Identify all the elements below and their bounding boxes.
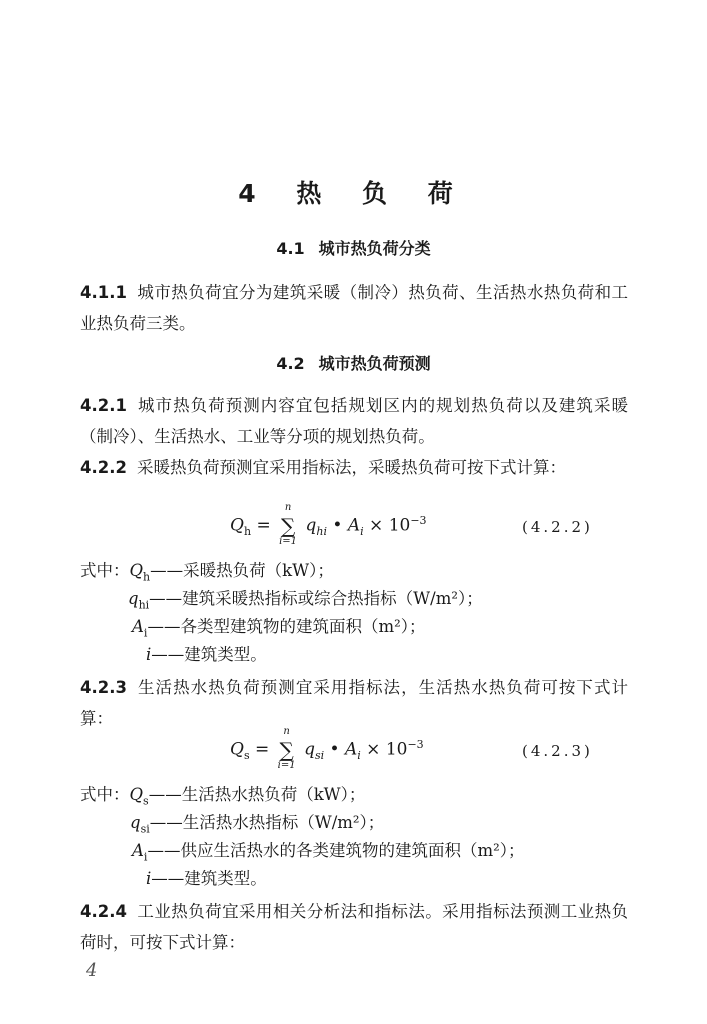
formula-lhs-sub: s	[243, 749, 250, 763]
legend-symbol: Q	[129, 785, 144, 804]
legend-symbol: A	[132, 617, 144, 636]
clause-4-1-1	[80, 277, 628, 339]
formula-4-2-2: $Q_h$ = ∑ n i=1 $q_{hi}$ • $A_i \times 10^{-3}$	[230, 502, 427, 548]
sum-lower-limit: i=1	[277, 760, 296, 772]
legend-symbol: Q	[129, 561, 144, 580]
legend-description: ——采暖热负荷（kW）；	[150, 561, 334, 580]
clause-text: 采暖热负荷预测宜采用指标法，采暖热负荷可按下式计算：	[136, 458, 566, 477]
legend-symbol: i	[146, 869, 152, 888]
legend-symbol: q	[128, 589, 139, 608]
formula-exponent: −3	[407, 738, 424, 751]
summation-icon: ∑ n i=1	[279, 502, 298, 548]
legend-symbol-sub: si	[140, 822, 150, 836]
formula-lhs: Q	[230, 739, 244, 760]
legend-description: ——生活热水热负荷（kW）；	[148, 785, 366, 804]
sum-upper-limit: n	[284, 502, 292, 514]
legend-row	[146, 866, 267, 892]
formula-area-sub: i	[357, 749, 361, 763]
clause-text: 城市热负荷宜分为建筑采暖（制冷）热负荷、生活热水热负荷和工业热负荷三类。	[80, 283, 628, 333]
legend-description: ——供应生活热水的各类建筑物的建筑面积（m²）；	[147, 841, 525, 860]
legend-symbol: q	[130, 813, 141, 832]
formula-area-symbol: • A	[327, 515, 361, 536]
legend-prefix: 式中：	[80, 785, 130, 804]
formula-area-sub: i	[360, 525, 364, 539]
clause-number: 4.2.4	[80, 902, 127, 921]
section-number: 4.1	[276, 239, 305, 258]
legend-symbol-sub: i	[143, 850, 148, 864]
legend-description: ——建筑类型。	[151, 645, 267, 664]
clause-4-2-3	[80, 672, 628, 734]
formula-term-sub: hi	[316, 525, 327, 539]
clause-number: 4.2.1	[80, 396, 127, 415]
equation-number: (4.2.3)	[522, 742, 593, 760]
summation-icon: ∑ n i=1	[277, 726, 296, 772]
section-heading-4-2	[0, 351, 707, 374]
legend-description: ——建筑采暖热指标或综合热指标（W/m²）；	[149, 589, 483, 608]
legend-description: ——各类型建筑物的建筑面积（m²）；	[147, 617, 426, 636]
page-number: 4	[86, 960, 98, 981]
legend-prefix: 式中：	[80, 561, 130, 580]
clause-number: 4.1.1	[80, 283, 127, 302]
formula-lhs: Q	[230, 515, 244, 536]
clause-4-2-2	[80, 452, 628, 483]
clause-text: 生活热水热负荷预测宜采用指标法，生活热水热负荷可按下式计算：	[80, 678, 628, 728]
formula-exponent: −3	[410, 514, 427, 527]
clause-text: 工业热负荷宜采用相关分析法和指标法。采用指标法预测工业热负荷时，可按下式计算：	[80, 902, 628, 952]
section-title-text: 城市热负荷分类	[318, 239, 431, 258]
section-heading-4-1	[0, 236, 707, 259]
sum-upper-limit: n	[283, 726, 290, 738]
legend-description: ——生活热水热指标（W/m²）；	[149, 813, 385, 832]
clause-4-2-4	[80, 896, 628, 958]
formula-term: q	[305, 515, 317, 536]
sum-lower-limit: i=1	[279, 536, 298, 548]
formula-factor: × 10	[363, 515, 411, 536]
legend-symbol: i	[146, 645, 152, 664]
formula-area-symbol: • A	[324, 739, 358, 760]
section-title-text: 城市热负荷预测	[318, 354, 431, 373]
legend-symbol-sub: s	[143, 794, 149, 808]
formula-lhs-sub: h	[243, 525, 252, 539]
formula-4-2-3: $Q_s$ = ∑ n i=1 $q_{si}$ • $A_i \times 10^{-3}$	[230, 726, 424, 772]
equation-number: (4.2.2)	[522, 518, 593, 536]
legend-row	[146, 642, 267, 668]
formula-term-sub: si	[314, 749, 325, 763]
legend-symbol-sub: i	[143, 626, 148, 640]
chapter-number: 4	[238, 179, 272, 208]
clause-text: 城市热负荷预测内容宜包括规划区内的规划热负荷以及建筑采暖（制冷）、生活热水、工业等分项的规划热负荷。	[80, 396, 628, 446]
legend-description: ——建筑类型。	[151, 869, 267, 888]
clause-number: 4.2.2	[80, 458, 127, 477]
clause-4-2-1	[80, 390, 628, 452]
formula-factor: × 10	[360, 739, 408, 760]
chapter-title	[0, 174, 707, 210]
legend-symbol-sub: hi	[138, 598, 150, 612]
formula-term: q	[304, 739, 315, 760]
clause-number: 4.2.3	[80, 678, 127, 697]
legend-symbol: A	[132, 841, 144, 860]
chapter-title-text: 热 负 荷	[296, 179, 469, 208]
legend-symbol-sub: h	[143, 570, 151, 584]
section-number: 4.2	[276, 354, 305, 373]
